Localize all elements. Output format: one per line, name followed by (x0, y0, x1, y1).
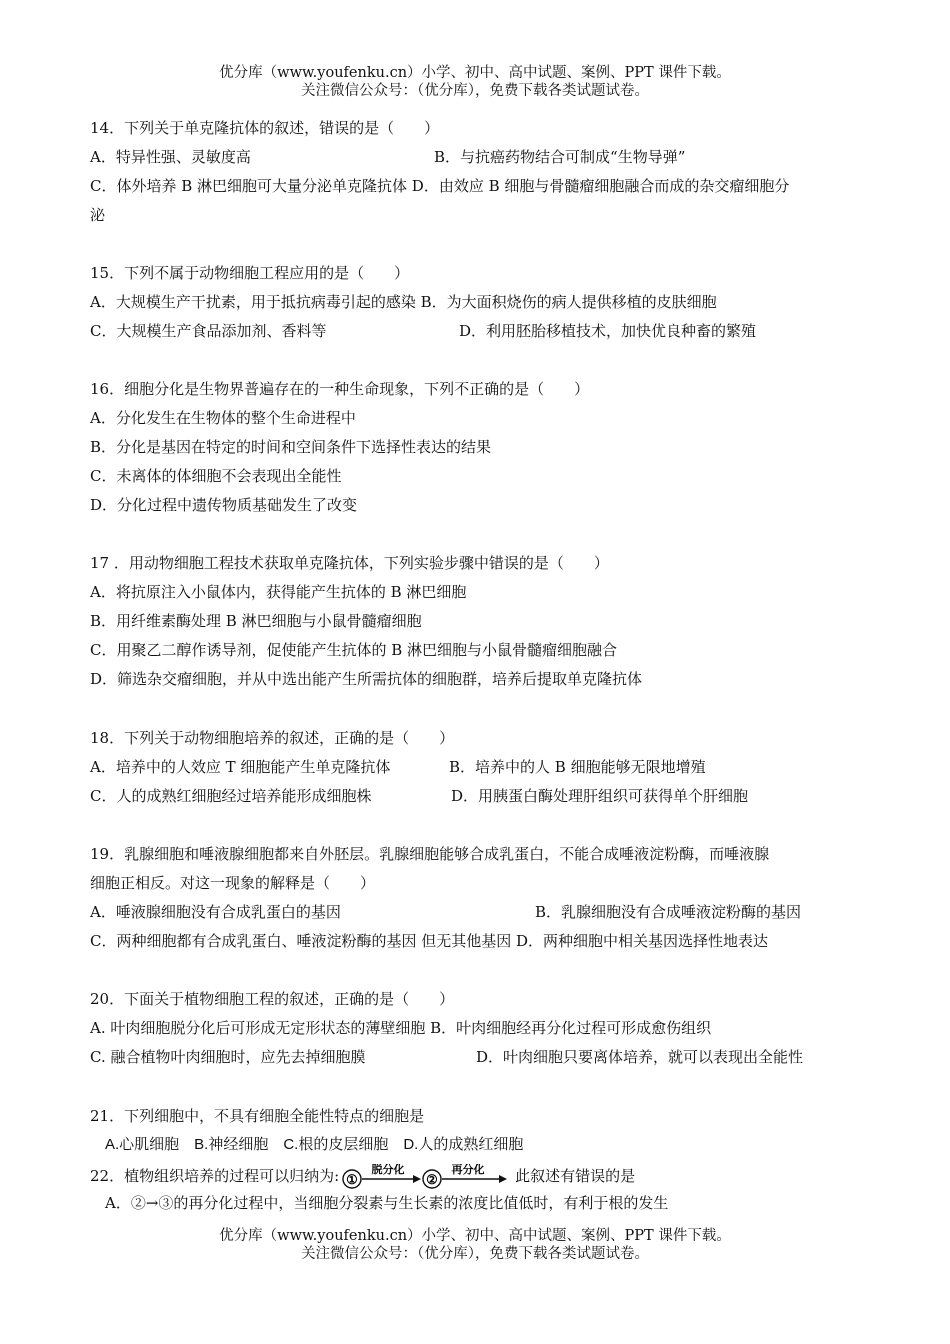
q18-option-b: B．培养中的人 B 细胞能够无限地增殖 (449, 758, 706, 776)
footer-line-1: 优分库（www.youfenku.cn）小学、初中、高中试题、案例、PPT 课件下载。 (219, 1228, 731, 1244)
q20-option-d: D．叶肉细胞只要离体培养，就可以表现出全能性 (476, 1048, 804, 1066)
q22-option-a: A．②→③的再分化过程中，当细胞分裂素与生长素的浓度比值低时，有利于根的发生 (105, 1194, 669, 1212)
header-line-1: 优分库（www.youfenku.cn）小学、初中、高中试题、案例、PPT 课件下载。 (219, 65, 731, 81)
node-1-label: ① (346, 1173, 358, 1188)
q20-option-c: C. 融合植物叶肉细胞时，应先去掉细胞膜 (90, 1048, 366, 1066)
q18-option-d: D．用胰蛋白酶处理肝组织可获得单个肝细胞 (451, 787, 749, 805)
q17-option-d: D．筛选杂交瘤细胞，并从中选出能产生所需抗体的细胞群，培养后提取单克隆抗体 (90, 670, 643, 688)
culture-process-diagram (341, 1164, 513, 1190)
node-2-label: ② (426, 1173, 438, 1188)
arrow-1-label: 脱分化 (371, 1164, 405, 1176)
q18-option-a: A．培养中的人效应 T 细胞能产生单克隆抗体 (90, 758, 391, 776)
q17-option-b: B．用纤维素酶处理 B 淋巴细胞与小鼠骨髓瘤细胞 (90, 612, 422, 630)
q19-option-cd: C．两种细胞都有合成乳蛋白、唾液淀粉酶的基因 但无其他基因 D．两种细胞中相关基因选择性地表达 (90, 932, 769, 950)
q14-option-a: A．特异性强、灵敏度高 (90, 148, 251, 166)
q21-options: A.心肌细胞 B.神经细胞 C.根的皮层细胞 D.人的成熟红细胞 (105, 1136, 524, 1153)
q15-option-c: C．大规模生产食品添加剂、香料等 (90, 322, 327, 340)
q16-stem: 16．细胞分化是生物界普遍存在的一种生命现象，下列不正确的是（ ） (90, 380, 590, 398)
q19-stem-cont: 细胞正相反。对这一现象的解释是（ ） (90, 874, 376, 892)
q15-option-d: D．利用胚胎移植技术，加快优良种畜的繁殖 (459, 322, 757, 340)
page-footer (0, 1227, 950, 1263)
q17-option-c: C．用聚乙二醇作诱导剂，促使能产生抗体的 B 淋巴细胞与小鼠骨髓瘤细胞融合 (90, 641, 618, 659)
q14-option-b: B．与抗癌药物结合可制成“生物导弹” (434, 148, 686, 166)
arrow-2-head (499, 1175, 507, 1183)
q22-stem-after: 此叙述有错误的是 (515, 1167, 636, 1185)
q22-stem (90, 1164, 635, 1190)
q18-stem: 18．下列关于动物细胞培养的叙述，正确的是（ ） (90, 729, 455, 747)
arrow-2-label: 再分化 (451, 1164, 485, 1176)
q21-stem: 21．下列细胞中，不具有细胞全能性特点的细胞是 (90, 1107, 425, 1125)
q15-option-ab: A．大规模生产干扰素，用于抵抗病毒引起的感染 B．为大面积烧伤的病人提供移植的皮肤细胞 (90, 293, 717, 311)
q20-stem: 20．下面关于植物细胞工程的叙述，正确的是（ ） (90, 990, 455, 1008)
q14-option-cd-cont: 泌 (90, 206, 106, 224)
q20-option-ab: A. 叶肉细胞脱分化后可形成无定形状态的薄壁细胞 B．叶肉细胞经再分化过程可形成愈伤组织 (90, 1019, 712, 1037)
q16-option-a: A．分化发生在生物体的整个生命进程中 (90, 409, 356, 427)
header-line-2: 关注微信公众号：（优分库），免费下载各类试题试卷。 (301, 83, 649, 99)
q16-option-d: D．分化过程中遗传物质基础发生了改变 (90, 496, 358, 514)
q16-option-c: C．未离体的体细胞不会表现出全能性 (90, 467, 342, 485)
q16-option-b: B．分化是基因在特定的时间和空间条件下选择性表达的结果 (90, 438, 492, 456)
q15-stem: 15．下列不属于动物细胞工程应用的是（ ） (90, 264, 410, 282)
q17-option-a: A．将抗原注入小鼠体内，获得能产生抗体的 B 淋巴细胞 (90, 583, 467, 601)
q14-option-cd: C．体外培养 B 淋巴细胞可大量分泌单克隆抗体 D．由效应 B 细胞与骨髓瘤细胞融合而成的杂交瘤细胞分 (90, 177, 790, 195)
q19-stem: 19．乳腺细胞和唾液腺细胞都来自外胚层。乳腺细胞能够合成乳蛋白，不能合成唾液淀粉酶，而唾液腺 (90, 845, 770, 863)
q19-option-b: B．乳腺细胞没有合成唾液淀粉酶的基因 (535, 903, 802, 921)
q17-stem: 17 ．用动物细胞工程技术获取单克隆抗体，下列实验步骤中错误的是（ ） (90, 554, 609, 572)
q19-option-a: A．唾液腺细胞没有合成乳蛋白的基因 (90, 903, 341, 921)
q22-stem-before: 22．植物组织培养的过程可以归纳为: (90, 1167, 340, 1185)
q14-stem: 14．下列关于单克隆抗体的叙述，错误的是（ ） (90, 119, 440, 137)
arrow-1-head (413, 1175, 421, 1183)
q18-option-c: C．人的成熟红细胞经过培养能形成细胞株 (90, 787, 372, 805)
page-header (0, 64, 950, 100)
footer-line-2: 关注微信公众号：（优分库），免费下载各类试题试卷。 (301, 1246, 649, 1262)
